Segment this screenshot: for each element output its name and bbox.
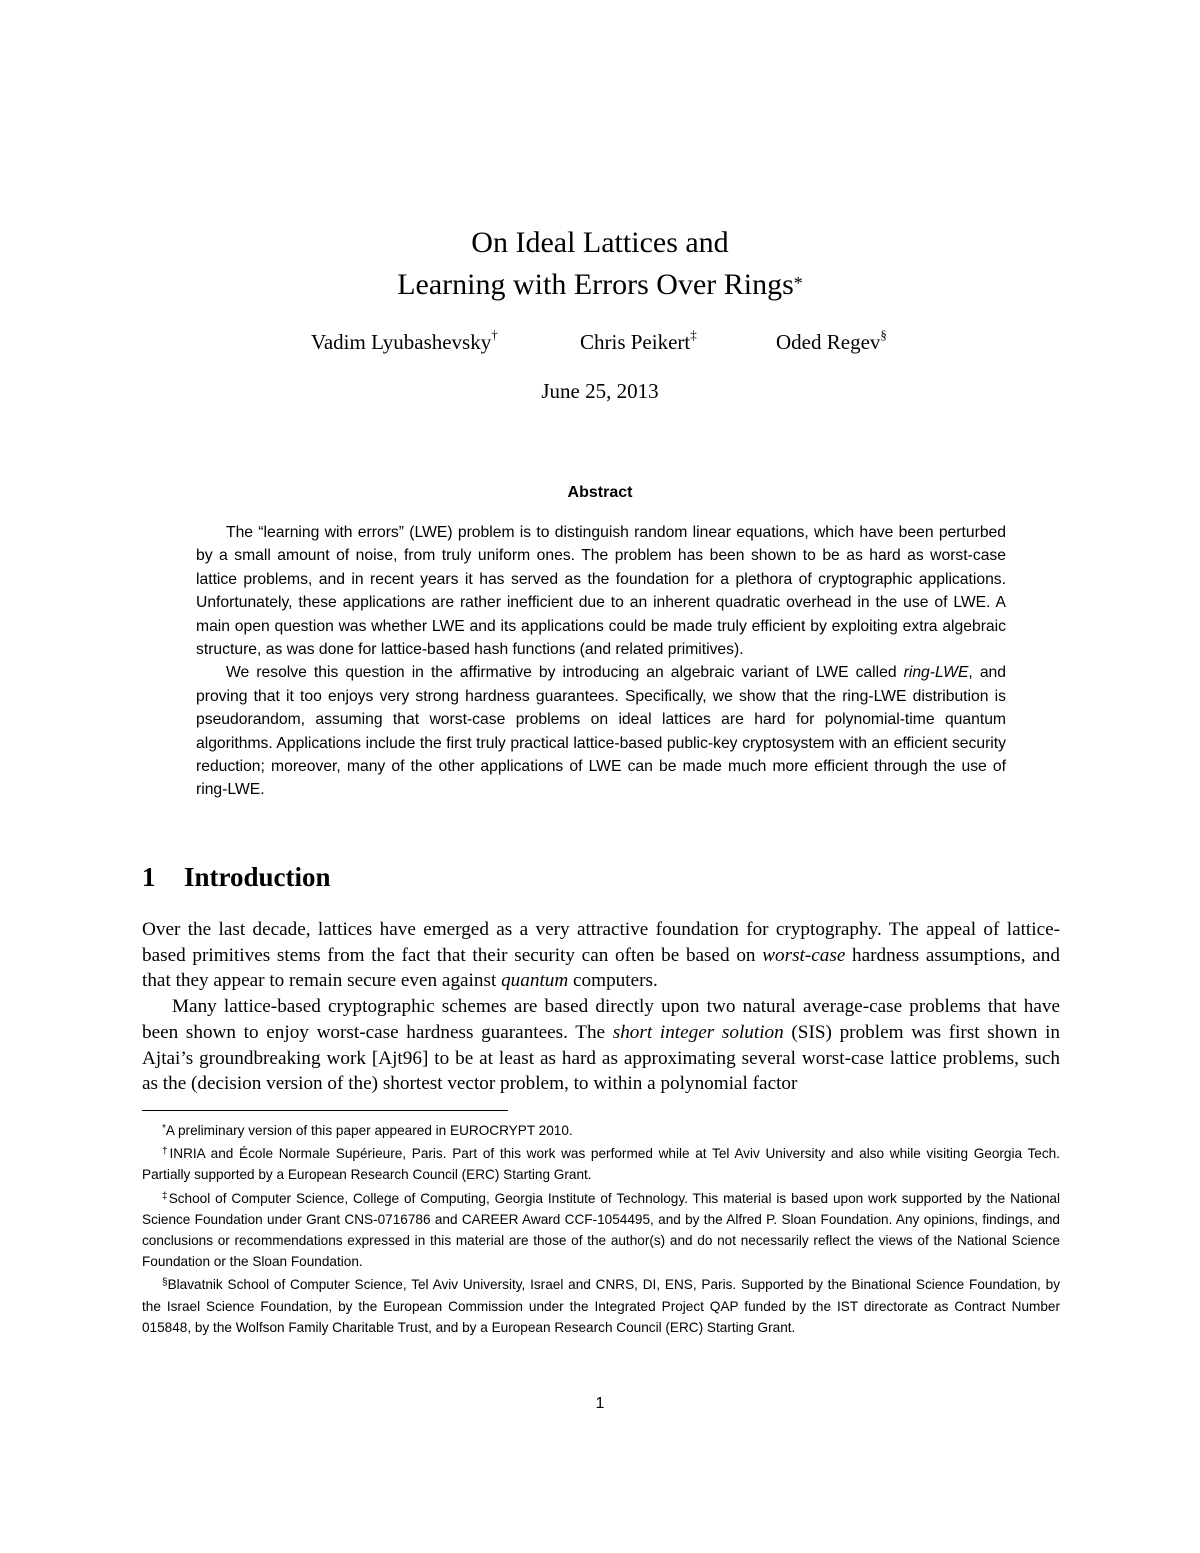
abstract-p2-emphasis: ring-LWE: [903, 664, 969, 682]
intro-paragraph-1: [142, 917, 1060, 994]
intro-p2-part-a: Many lattice-based cryptographic schemes are based directly upon two natural average-case problems that have been shown to enjoy worst-case hardness guarantees. The: [142, 996, 1060, 1043]
intro-p1-part-c: computers.: [568, 970, 658, 992]
author-3-mark: §: [880, 327, 887, 342]
abstract-heading: Abstract: [567, 484, 633, 501]
title-line-2: [0, 264, 1200, 306]
intro-paragraph-2: [142, 994, 1060, 1097]
intro-p2-part-b: (SIS) problem was first shown in Ajtai’s groundbreaking work [Ajt96] to be at least as hard as approximating several worst-case lattice problems, such as the (decision version of the) shortest vector problem, to within a polynomial factor: [142, 1021, 1060, 1095]
intro-p1-part-b: hardness assumptions, and that they appear to remain secure even against: [142, 944, 1060, 992]
section-heading-introduction: [142, 862, 331, 893]
footnote-1-mark: *: [162, 1123, 166, 1134]
author-1-mark: †: [491, 327, 498, 342]
author-list: [0, 327, 1200, 360]
footnotes: [142, 1120, 1060, 1340]
page-number: 1: [595, 1395, 605, 1412]
footnote-3-mark: ‡: [162, 1190, 169, 1202]
footnote-4-mark: §: [162, 1277, 168, 1289]
author-3-name: Oded Regev: [776, 330, 881, 354]
title-line-1: On Ideal Lattices and: [471, 226, 729, 259]
footnote-1: [142, 1120, 1060, 1141]
footnote-2-mark: †: [162, 1146, 170, 1158]
title-line-2-text: Learning with Errors Over Rings: [397, 268, 794, 301]
author-2-name: Chris Peikert: [580, 330, 691, 354]
footnote-1-text: A preliminary version of this paper appeared in EUROCRYPT 2010.: [165, 1123, 573, 1138]
footnote-4-text: Blavatnik School of Computer Science, Tel Aviv University, Israel and CNRS, DI, ENS, Paris. Supported by the Binational Science Foundation, by the Israel Science Foundation, by the European Commission under the Integrated Project QAP funded by the IST directorate as Contract Number 015848, by the Wolfson Family Charitable Trust, and by a European Research Council (ERC) Starting Grant.: [142, 1277, 1060, 1335]
intro-p1-emphasis-2: quantum: [501, 970, 569, 992]
footnote-2: [142, 1143, 1060, 1185]
author-1-name: Vadim Lyubashevsky: [311, 330, 492, 354]
footnote-2-text: INRIA and École Normale Supérieure, Paris. Part of this work was performed while at Tel Aviv University and also while visiting Georgia Tech. Partially supported by a European Research Council (ERC) Starting Grant.: [142, 1146, 1061, 1183]
footnote-3: [142, 1188, 1060, 1273]
paper-date: June 25, 2013: [541, 379, 659, 403]
footnote-divider: [142, 1110, 508, 1111]
title-footnote-mark: *: [793, 273, 803, 293]
introduction-body: [142, 917, 1060, 1097]
author-2-mark: ‡: [690, 327, 697, 342]
abstract-p2-part-a: We resolve this question in the affirmative by introducing an algebraic variant of LWE called: [226, 664, 904, 682]
paper-title: [0, 222, 1200, 306]
abstract-p2-part-b: , and proving that it too enjoys very strong hardness guarantees. Specifically, we show that the ring-LWE distribution is pseudorandom, assuming that worst-case problems on ideal lattices are hard for polynomial-time quantum algorithms. Applications include the first truly practical lattice-based public-key cryptosystem with an efficient security reduction; moreover, many of the other applications of LWE can be made much more efficient through the use of ring-LWE.: [196, 664, 1006, 799]
intro-p2-emphasis: short integer solution: [612, 1021, 784, 1043]
abstract-body: [196, 521, 1006, 802]
footnote-3-text: School of Computer Science, College of Computing, Georgia Institute of Technology. This material is based upon work supported by the National Science Foundation under Grant CNS-0716786 and CAREER Award CCF-1054495, and by the Alfred P. Sloan Foundation. Any opinions, findings, and conclusions or recommendations expressed in this material are those of the author(s) and do not necessarily reflect the views of the National Science Foundation or the Sloan Foundation.: [142, 1190, 1061, 1270]
section-title: Introduction: [184, 862, 331, 892]
section-number: 1: [142, 862, 156, 892]
author-2: [580, 327, 697, 355]
abstract-paragraph-1: The “learning with errors” (LWE) problem is to distinguish random linear equations, which have been perturbed by a small amount of noise, from truly uniform ones. The problem has been shown to be as hard as worst-case lattice problems, and in recent years it has served as the foundation for a plethora of cryptographic applications. Unfortunately, these applications are rather inefficient due to an inherent quadratic overhead in the use of LWE. A main open question was whether LWE and its applications could be made truly efficient by exploiting extra algebraic structure, as was done for lattice-based hash functions (and related primitives).: [196, 524, 1006, 659]
author-3: [776, 327, 887, 355]
intro-p1-part-a: Over the last decade, lattices have emerged as a very attractive foundation for cryptography. The appeal of lattice-based primitives stems from the fact that their security can often be based on: [142, 919, 1060, 966]
intro-p1-emphasis-1: worst-case: [762, 944, 846, 966]
author-1: [311, 327, 498, 355]
abstract-paragraph-2: [196, 661, 1006, 801]
footnote-4: [142, 1274, 1060, 1338]
